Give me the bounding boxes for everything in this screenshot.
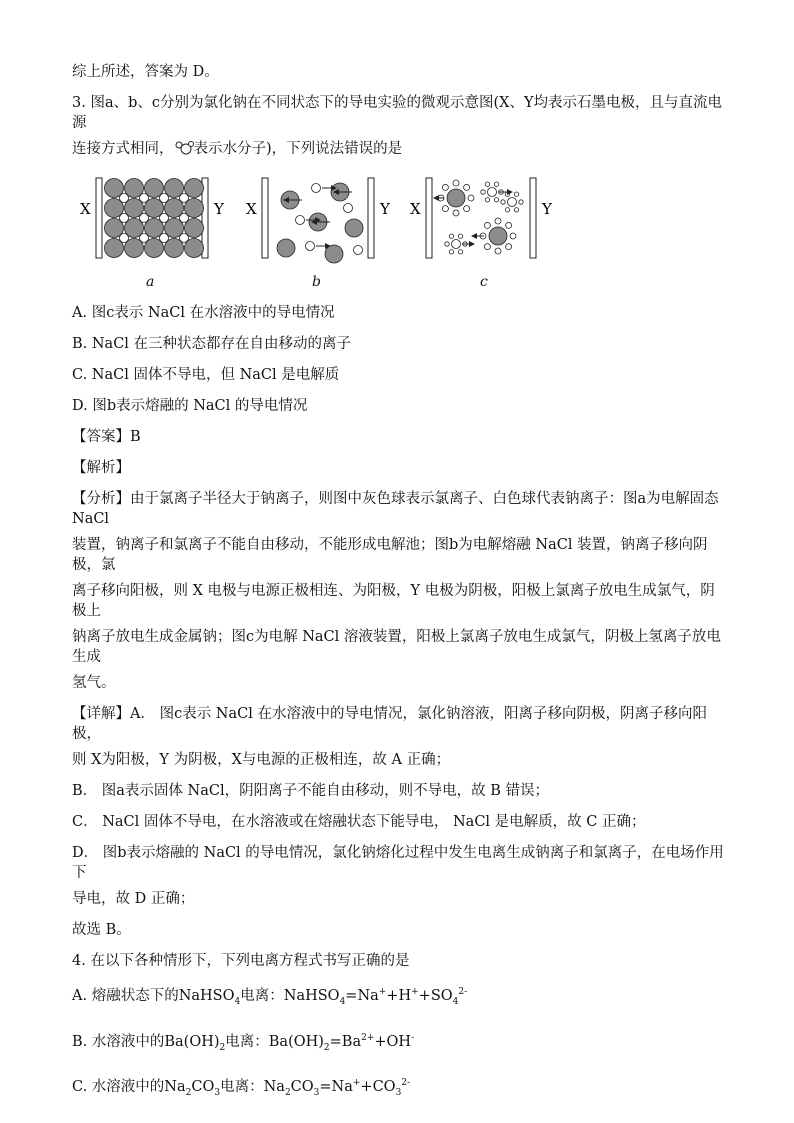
answer-line: 【答案】B xyxy=(72,429,141,445)
chloride-ion xyxy=(447,189,465,207)
analysis-heading: 【解析】 xyxy=(72,460,130,476)
water-molecule xyxy=(505,208,509,212)
q4a-equation: $NaHSO_4=Na^++H^++SO_4^{2-}$ xyxy=(283,987,468,1007)
analysis-line-1: 【分析】由于氯离子半径大于钠离子，则图中灰色球表示氯离子、白色球代表钠离子：图a为电解固态 NaCl xyxy=(72,491,719,527)
water-molecule xyxy=(484,244,490,250)
detail-line-5: D． 图b表示熔融的 NaCl 的导电情况，氯化钠熔化过程中发生电离生成钠离子和氯离子，在电场作用下 xyxy=(72,845,724,881)
water-molecule xyxy=(494,198,498,202)
chloride-ion xyxy=(489,227,507,245)
q4-option-c xyxy=(72,1073,724,1103)
figure-label-b: b xyxy=(312,274,321,290)
detail-line-6: 导电，故 D 正确； xyxy=(72,891,195,907)
water-molecule xyxy=(449,250,453,254)
water-molecule xyxy=(468,195,474,201)
water-molecule xyxy=(485,198,489,202)
analysis-line-5: 氢气。 xyxy=(72,675,116,691)
sodium-ion xyxy=(508,198,517,207)
water-molecule-icon xyxy=(174,141,194,155)
sodium-ion xyxy=(312,184,321,193)
q4-option-a xyxy=(72,982,724,1012)
detail-line-1: 【详解】A． 图c表示 NaCl 在水溶液中的导电情况，氯化钠溶液，阳离子移向阴极，阴离子移向阳极， xyxy=(72,706,707,742)
panel-a-x-label: X xyxy=(80,200,91,218)
q4a-prefix: A. 熔融状态下的 xyxy=(72,987,179,1004)
sodium-ion xyxy=(452,240,461,249)
q3-stem-2b: 表示水分子)，下列说法错误的是 xyxy=(193,141,403,157)
sodium-ion xyxy=(120,234,129,243)
sodium-ion xyxy=(140,194,149,203)
detail-line-2: 则 X为阳极，Y 为阴极，X与电源的正极相连，故 A 正确； xyxy=(72,752,451,768)
conduction-diagram xyxy=(72,170,724,295)
water-molecule xyxy=(481,190,485,194)
water-molecule xyxy=(464,206,470,212)
panel-b-x-label: X xyxy=(246,200,257,218)
document-page xyxy=(72,62,724,1114)
sodium-ion xyxy=(180,194,189,203)
intro-line: 综上所述，答案为 D。 xyxy=(72,64,219,80)
water-molecule xyxy=(458,250,462,254)
q4b-compound: $Ba(OH)_2$ xyxy=(164,1033,226,1053)
analysis-line-2: 装置，钠离子和氯离子不能自由移动，不能形成电解池；图b为电解熔融 NaCl 装置，钠离子移向阴极，氯 xyxy=(72,537,708,573)
water-molecule xyxy=(514,208,518,212)
water-molecule xyxy=(501,200,505,204)
water-molecule xyxy=(506,222,512,228)
water-molecule xyxy=(449,234,453,238)
detail-line-3: B． 图a表示固体 NaCl，阴阳离子不能自由移动，则不导电，故 B 错误； xyxy=(72,783,549,799)
water-molecule xyxy=(445,242,449,246)
panel-a xyxy=(80,178,225,258)
option-a: A. 图c表示 NaCl 在水溶液中的导电情况 xyxy=(72,305,335,321)
q4b-mid: 电离： xyxy=(225,1033,269,1050)
chloride-ion xyxy=(345,219,363,237)
q4a-mid: 电离： xyxy=(240,987,284,1004)
q4c-mid: 电离： xyxy=(220,1079,264,1096)
sodium-ion xyxy=(140,214,149,223)
sodium-ion xyxy=(344,204,353,213)
sodium-ion xyxy=(296,216,305,225)
q4b-equation: $Ba(OH)_2=Ba^{2+}+OH^-$ xyxy=(268,1032,415,1053)
panel-b xyxy=(246,178,391,263)
water-molecule xyxy=(514,192,518,196)
panel-c-y-label: Y xyxy=(542,200,552,218)
conduction-figure xyxy=(72,170,724,295)
sodium-ion xyxy=(488,188,497,197)
analysis-line-4: 钠离子放电生成金属钠；图c为电解 NaCl 溶液装置，阳极上氯离子放电生成氯气，阴极上氢离子放电生成 xyxy=(72,629,721,665)
sodium-ion xyxy=(120,214,129,223)
sodium-ion xyxy=(120,194,129,203)
water-molecule xyxy=(505,192,509,196)
sodium-ion xyxy=(140,234,149,243)
sodium-ion xyxy=(160,214,169,223)
water-molecule xyxy=(458,234,462,238)
analysis-line-3: 离子移向阳极，则 X 电极与电源正极相连、为阳极，Y 电极为阴极，阳极上氯离子放电生成氯气，阴极上 xyxy=(72,583,715,619)
sodium-ion xyxy=(306,242,315,251)
panel-a-y-label: Y xyxy=(214,200,224,218)
q4b-prefix: B. 水溶液中的 xyxy=(72,1033,165,1050)
q3-stem-line-1: 3. 图a、b、c分别为氯化钠在不同状态下的导电实验的微观示意图(X、Y均表示石墨电极，且与直流电源 xyxy=(72,95,723,131)
water-molecule xyxy=(510,233,516,239)
panel-c-x-label: X xyxy=(410,200,421,218)
q4c-equation: $Na_2CO_3=Na^++CO_3^{2-}$ xyxy=(263,1078,411,1099)
option-d: D. 图b表示熔融的 NaCl 的导电情况 xyxy=(72,398,308,414)
q4a-compound: NaHSO$_4$ xyxy=(178,987,241,1007)
water-molecule xyxy=(442,184,448,190)
water-molecule xyxy=(442,206,448,212)
q4c-compound: $Na_2CO_3$ xyxy=(164,1079,221,1099)
sodium-ion xyxy=(160,194,169,203)
sodium-ion xyxy=(180,234,189,243)
panel-c xyxy=(410,178,553,258)
detail-line-4: C． NaCl 固体不导电，在水溶液或在熔融状态下能导电， NaCl 是电解质，故 C 正确； xyxy=(72,814,646,830)
water-molecule xyxy=(484,222,490,228)
q3-stem-line-2 xyxy=(72,139,724,159)
water-molecule xyxy=(453,180,459,186)
figure-label-c: c xyxy=(480,274,488,290)
water-molecule xyxy=(453,210,459,216)
q4c-prefix: C. 水溶液中的 xyxy=(72,1079,165,1096)
sodium-ion xyxy=(160,234,169,243)
option-b: B. NaCl 在三种状态都存在自由移动的离子 xyxy=(72,336,352,352)
water-molecule xyxy=(519,200,523,204)
sodium-ion xyxy=(180,214,189,223)
q4-option-b xyxy=(72,1028,724,1058)
q3-stem-2a: 连接方式相同， xyxy=(72,141,174,157)
chloride-ion xyxy=(277,239,295,257)
water-molecule xyxy=(495,248,501,254)
sodium-ion xyxy=(354,246,363,255)
water-molecule xyxy=(464,184,470,190)
q4-stem: 4. 在以下各种情形下，下列电离方程式书写正确的是 xyxy=(72,953,410,969)
choose-line: 故选 B。 xyxy=(72,922,131,938)
water-molecule xyxy=(495,218,501,224)
option-c: C. NaCl 固体不导电，但 NaCl 是电解质 xyxy=(72,367,340,383)
panel-b-y-label: Y xyxy=(380,200,390,218)
water-molecule xyxy=(485,182,489,186)
figure-label-a: a xyxy=(146,274,155,290)
water-molecule xyxy=(506,244,512,250)
chloride-ion xyxy=(325,245,343,263)
water-molecule xyxy=(494,182,498,186)
